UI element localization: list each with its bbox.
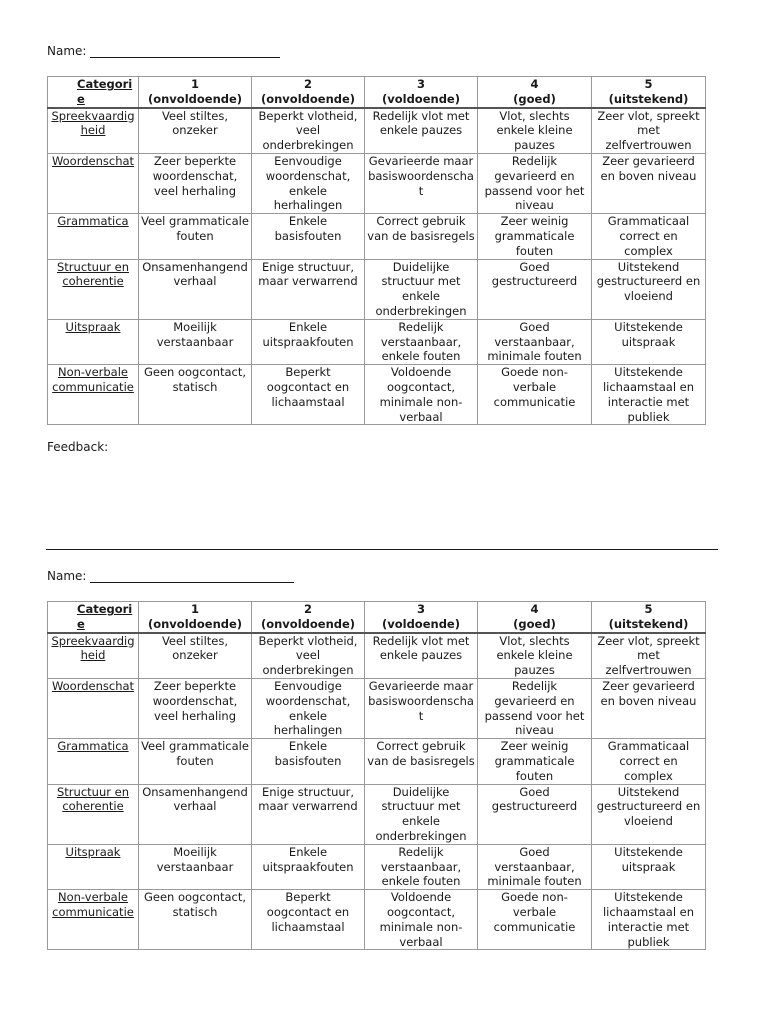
rubric-cell: Enkele uitspraakfouten	[252, 319, 365, 364]
rubric-cell: Zeer vlot, spreekt met zelfvertrouwen	[592, 633, 706, 679]
rubric-cell: Uitstekende uitspraak	[592, 844, 706, 889]
rubric-cell: Enkele uitspraakfouten	[252, 844, 365, 889]
rubric-cell: Beperkt vlotheid, veel onderbrekingen	[252, 108, 365, 154]
rubric-cell: Onsamenhangend verhaal	[139, 259, 252, 319]
feedback-label: Feedback:	[47, 440, 109, 454]
table-row	[48, 678, 706, 738]
table-row	[48, 890, 706, 950]
rubric-cell: Duidelijke structuur met enkele onderbrekingen	[365, 784, 478, 844]
category-cell: Woordenschat	[48, 678, 139, 738]
header-cell-category: Categorie	[48, 602, 139, 633]
rubric-cell: Zeer gevarieerd en boven niveau	[592, 153, 706, 213]
rubric-cell: Correct gebruik van de basisregels	[365, 739, 478, 784]
rubric-cell: Eenvoudige woordenschat, enkele herhalingen	[252, 678, 365, 738]
category-cell: Spreekvaardigheid	[48, 633, 139, 679]
category-cell: Structuur en coherentie	[48, 259, 139, 319]
rubric-cell: Redelijk gevarieerd en passend voor het niveau	[478, 678, 592, 738]
rubric-cell: Redelijk gevarieerd en passend voor het niveau	[478, 153, 592, 213]
rubric-cell: Enige structuur, maar verwarrend	[252, 259, 365, 319]
name-label: Name:	[47, 44, 87, 58]
rubric-cell: Uitstekend gestructureerd en vloeiend	[592, 259, 706, 319]
header-cell-score-2: 2 (onvoldoende)	[252, 77, 365, 108]
rubric-cell: Redelijk verstaanbaar, enkele fouten	[365, 844, 478, 889]
rubric-cell: Uitstekende lichaamstaal en interactie met publiek	[592, 890, 706, 950]
rubric-cell: Goed gestructureerd	[478, 784, 592, 844]
category-cell: Grammatica	[48, 214, 139, 259]
header-cell-score-1: 1 (onvoldoende)	[139, 602, 252, 633]
rubric-cell: Voldoende oogcontact, minimale non-verbaal	[365, 890, 478, 950]
rubric-cell: Zeer vlot, spreekt met zelfvertrouwen	[592, 108, 706, 154]
rubric-cell: Moeilijk verstaanbaar	[139, 844, 252, 889]
rubric-cell: Veel grammaticale fouten	[139, 214, 252, 259]
rubric-cell: Moeilijk verstaanbaar	[139, 319, 252, 364]
rubric-cell: Eenvoudige woordenschat, enkele herhalingen	[252, 153, 365, 213]
table-row	[48, 739, 706, 784]
rubric-cell: Zeer weinig grammaticale fouten	[478, 214, 592, 259]
rubric-cell: Redelijk verstaanbaar, enkele fouten	[365, 319, 478, 364]
table-row	[48, 319, 706, 364]
rubric-cell: Uitstekend gestructureerd en vloeiend	[592, 784, 706, 844]
rubric-cell: Goede non-verbale communicatie	[478, 365, 592, 425]
rubric-cell: Vlot, slechts enkele kleine pauzes	[478, 108, 592, 154]
rubric-cell: Zeer beperkte woordenschat, veel herhaling	[139, 153, 252, 213]
rubric-cell: Zeer beperkte woordenschat, veel herhaling	[139, 678, 252, 738]
rubric-cell: Vlot, slechts enkele kleine pauzes	[478, 633, 592, 679]
rubric-cell: Zeer gevarieerd en boven niveau	[592, 678, 706, 738]
rubric-cell: Veel stiltes, onzeker	[139, 633, 252, 679]
rubric-cell: Grammaticaal correct en complex	[592, 739, 706, 784]
category-cell: Uitspraak	[48, 319, 139, 364]
table-row	[48, 633, 706, 679]
table-header-row	[48, 602, 706, 633]
header-cell-score-5: 5 (uitstekend)	[592, 77, 706, 108]
name-line-2	[47, 569, 294, 583]
rubric-cell: Beperkt oogcontact en lichaamstaal	[252, 365, 365, 425]
table-row	[48, 844, 706, 889]
category-cell: Woordenschat	[48, 153, 139, 213]
table-row	[48, 153, 706, 213]
table-row	[48, 108, 706, 154]
rubric-cell: Uitstekende lichaamstaal en interactie met publiek	[592, 365, 706, 425]
rubric-cell: Redelijk vlot met enkele pauzes	[365, 633, 478, 679]
rubric-cell: Enkele basisfouten	[252, 214, 365, 259]
category-cell: Uitspraak	[48, 844, 139, 889]
header-cell-score-1: 1 (onvoldoende)	[139, 77, 252, 108]
category-cell: Non-verbale communicatie	[48, 365, 139, 425]
rubric-cell: Redelijk vlot met enkele pauzes	[365, 108, 478, 154]
rubric-cell: Gevarieerde maar basiswoordenschat	[365, 153, 478, 213]
header-cell-score-2: 2 (onvoldoende)	[252, 602, 365, 633]
header-cell-score-4: 4 (goed)	[478, 77, 592, 108]
section-divider	[46, 549, 718, 550]
header-cell-score-3: 3 (voldoende)	[365, 602, 478, 633]
rubric-cell: Goed gestructureerd	[478, 259, 592, 319]
header-cell-score-4: 4 (goed)	[478, 602, 592, 633]
name-blank-field[interactable]	[90, 570, 294, 583]
rubric-cell: Onsamenhangend verhaal	[139, 784, 252, 844]
rubric-cell: Correct gebruik van de basisregels	[365, 214, 478, 259]
rubric-cell: Veel stiltes, onzeker	[139, 108, 252, 154]
rubric-table-1	[47, 76, 706, 425]
table-row	[48, 259, 706, 319]
name-blank-field[interactable]	[90, 45, 280, 58]
rubric-cell: Geen oogcontact, statisch	[139, 890, 252, 950]
rubric-cell: Zeer weinig grammaticale fouten	[478, 739, 592, 784]
name-line-1	[47, 44, 280, 58]
rubric-cell: Goed verstaanbaar, minimale fouten	[478, 844, 592, 889]
rubric-cell: Beperkt vlotheid, veel onderbrekingen	[252, 633, 365, 679]
rubric-cell: Voldoende oogcontact, minimale non-verbaal	[365, 365, 478, 425]
rubric-cell: Veel grammaticale fouten	[139, 739, 252, 784]
header-cell-score-5: 5 (uitstekend)	[592, 602, 706, 633]
rubric-cell: Beperkt oogcontact en lichaamstaal	[252, 890, 365, 950]
category-cell: Non-verbale communicatie	[48, 890, 139, 950]
rubric-cell: Duidelijke structuur met enkele onderbrekingen	[365, 259, 478, 319]
rubric-cell: Uitstekende uitspraak	[592, 319, 706, 364]
category-cell: Spreekvaardigheid	[48, 108, 139, 154]
rubric-cell: Goed verstaanbaar, minimale fouten	[478, 319, 592, 364]
name-label: Name:	[47, 569, 87, 583]
category-cell: Structuur en coherentie	[48, 784, 139, 844]
table-row	[48, 214, 706, 259]
rubric-table-2	[47, 601, 706, 950]
rubric-cell: Grammaticaal correct en complex	[592, 214, 706, 259]
table-row	[48, 365, 706, 425]
rubric-cell: Gevarieerde maar basiswoordenschat	[365, 678, 478, 738]
rubric-cell: Geen oogcontact, statisch	[139, 365, 252, 425]
rubric-cell: Enige structuur, maar verwarrend	[252, 784, 365, 844]
category-cell: Grammatica	[48, 739, 139, 784]
header-cell-category: Categorie	[48, 77, 139, 108]
header-cell-score-3: 3 (voldoende)	[365, 77, 478, 108]
rubric-cell: Goede non-verbale communicatie	[478, 890, 592, 950]
rubric-cell: Enkele basisfouten	[252, 739, 365, 784]
table-row	[48, 784, 706, 844]
table-header-row	[48, 77, 706, 108]
